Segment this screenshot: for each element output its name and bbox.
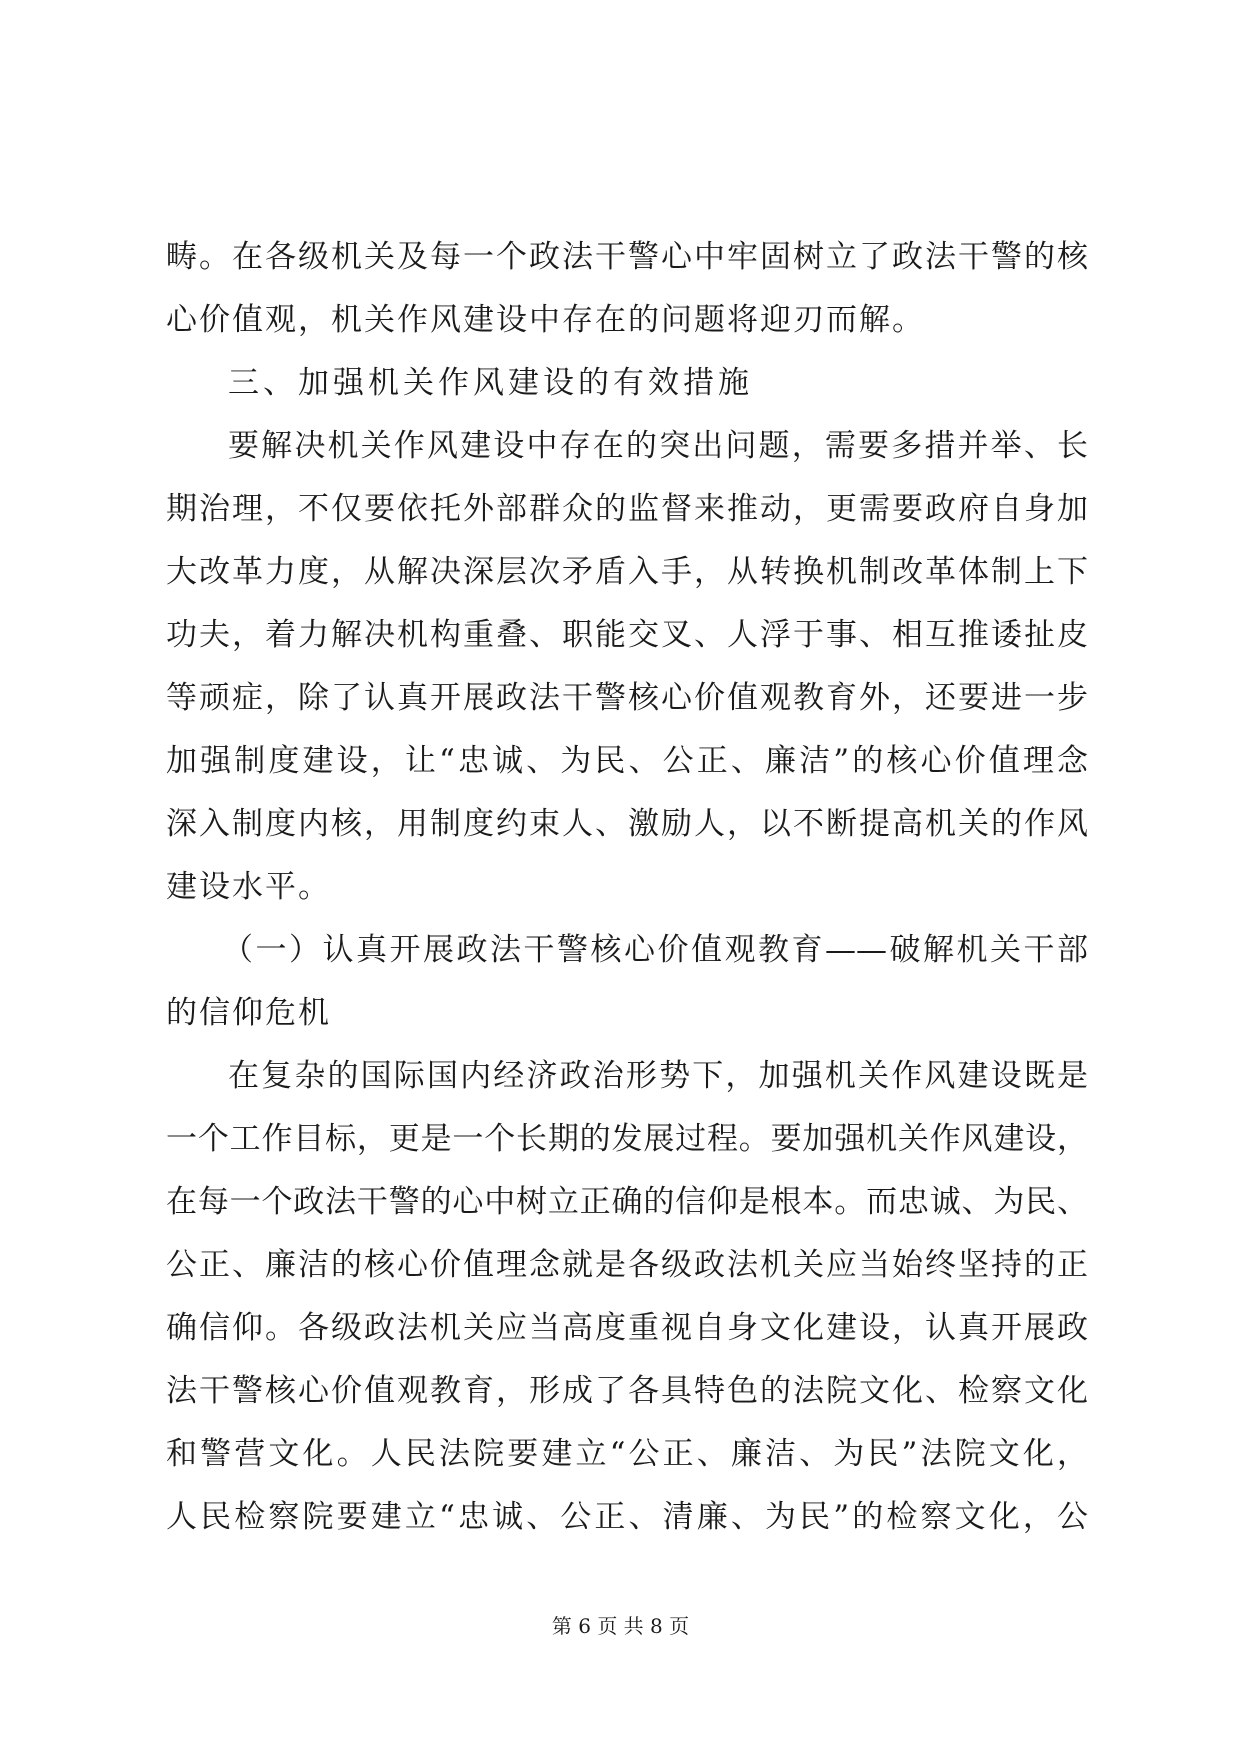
text-line: 一个工作目标，更是一个长期的发展过程。要加强机关作风建设， <box>166 1121 1088 1157</box>
text-line: 要解决机关作风建设中存在的突出问题，需要多措并举、长 <box>228 428 1088 464</box>
paragraph <box>166 415 1088 919</box>
body-text <box>166 226 1088 1549</box>
text-line: 心价值观，机关作风建设中存在的问题将迎刃而解。 <box>166 302 925 338</box>
text-line: 加强制度建设，让“忠诚、为民、公正、廉洁”的核心价值理念 <box>166 743 1088 779</box>
text-line: 和警营文化。人民法院要建立“公正、廉洁、为民”法院文化， <box>166 1436 1088 1472</box>
text-line: 大改革力度，从解决深层次矛盾入手，从转换机制改革体制上下 <box>166 554 1088 590</box>
paragraph <box>166 1045 1088 1549</box>
text-line: 法干警核心价值观教育，形成了各具特色的法院文化、检察文化 <box>166 1373 1088 1409</box>
text-line: 确信仰。各级政法机关应当高度重视自身文化建设，认真开展政 <box>166 1310 1088 1346</box>
section-heading <box>166 352 1088 415</box>
text-line: 等顽症，除了认真开展政法干警核心价值观教育外，还要进一步 <box>166 680 1088 716</box>
text-line: （一）认真开展政法干警核心价值观教育——破解机关干部 <box>222 932 1088 968</box>
paragraph <box>166 226 1088 352</box>
text-line: 期治理，不仅要依托外部群众的监督来推动，更需要政府自身加 <box>166 491 1088 527</box>
text-line: 畴。在各级机关及每一个政法干警心中牢固树立了政法干警的核 <box>166 239 1088 275</box>
text-line: 建设水平。 <box>166 869 331 905</box>
text-line: 在每一个政法干警的心中树立正确的信仰是根本。而忠诚、为民、 <box>166 1184 1088 1220</box>
text-line: 的信仰危机 <box>166 995 331 1031</box>
text-line: 人民检察院要建立“忠诚、公正、清廉、为民”的检察文化，公 <box>166 1499 1088 1535</box>
text-line: 在复杂的国际国内经济政治形势下，加强机关作风建设既是 <box>228 1058 1088 1094</box>
text-line: 功夫，着力解决机构重叠、职能交叉、人浮于事、相互推诿扯皮 <box>166 617 1088 653</box>
text-line: 公正、廉洁的核心价值理念就是各级政法机关应当始终坚持的正 <box>166 1247 1088 1283</box>
text-line: 深入制度内核，用制度约束人、激励人，以不断提高机关的作风 <box>166 806 1088 842</box>
page-footer <box>0 1612 1241 1640</box>
page-number-label: 第 6 页 共 8 页 <box>551 1614 690 1638</box>
subsection-heading <box>166 919 1088 1045</box>
text-line: 三、加强机关作风建设的有效措施 <box>228 365 753 401</box>
